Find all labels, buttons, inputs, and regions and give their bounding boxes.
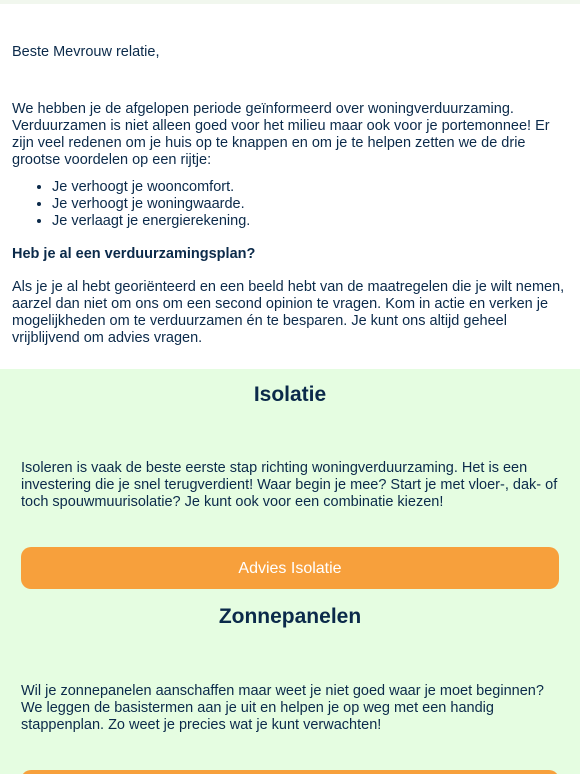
plan-heading: Heb je al een verduurzamingsplan? [12, 246, 256, 262]
solar-panels-block [0, 605, 580, 774]
benefit-item: • Je verhoogt je wooncomfort. [52, 179, 568, 196]
isolation-text: Isoleren is vaak de beste eerste stap richting woningverduurzaming. Het is een investering die je snel terugverdient! Waar begin je mee? Start je met vloer-, dak- of toch spouwmuurisolatie? Je kunt ook voor een combinatie kiezen! [21, 460, 558, 510]
solar-panels-text: Wil je zonnepanelen aanschaffen maar weet je niet goed waar je moet beginnen? We leggen de basistermen aan je uit en helpen je op weg met een handig stappenplan. Zo weet je precies wat je kunt verwachten! [21, 683, 544, 733]
intro-section [0, 44, 580, 347]
plan-paragraph: Als je je al hebt georiënteerd en een beeld hebt van de maatregelen die je wilt nemen, aarzel dan niet om ons om een second opinion te vragen. Kom in actie en verken je mogelijkheden om te verduurzamen én te besparen. Je kunt ons altijd geheel vrijblijvend om advies vragen. [12, 279, 565, 346]
isolation-title: Isolatie [253, 383, 327, 406]
intro-paragraph: We hebben je de afgelopen periode geïnformeerd over woningverduurzaming. Verduurzamen is niet alleen goed voor het milieu maar ook voor je portemonnee! Er zijn veel redenen om je huis op te knappen en om je te helpen zetten we de drie grootse voordelen op een rijtje: [12, 101, 550, 168]
isolation-block [0, 383, 580, 583]
solar-panels-title: Zonnepanelen [218, 605, 362, 628]
benefits-list [12, 179, 568, 230]
benefit-item: • Je verhoogt je woningwaarde. [52, 196, 568, 213]
advies-isolatie-button[interactable]: Advies Isolatie [21, 547, 559, 589]
benefit-item: • Je verlaagt je energierekening. [52, 213, 568, 230]
greeting: Beste Mevrouw relatie, [12, 44, 160, 60]
solar-panels-button[interactable] [21, 770, 559, 774]
top-strip [0, 0, 580, 4]
services-section [0, 369, 580, 774]
